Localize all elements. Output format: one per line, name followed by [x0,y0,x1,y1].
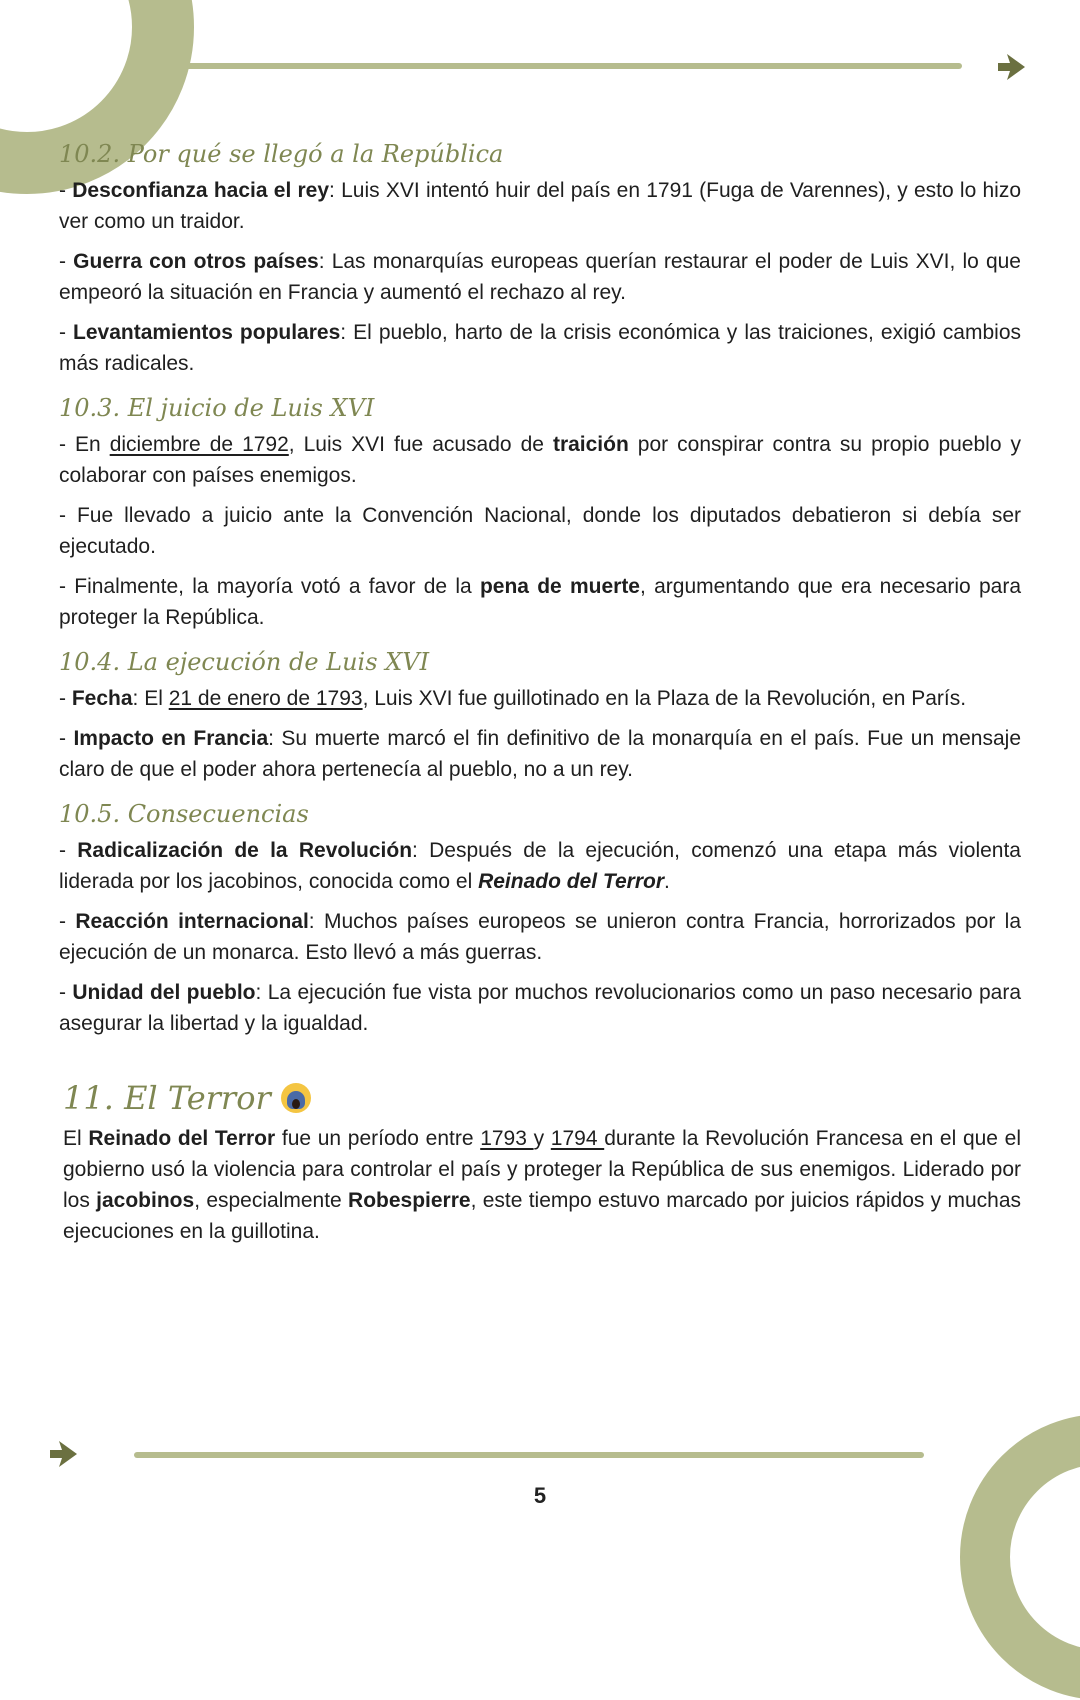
paragraph: - Fecha: El 21 de enero de 1793, Luis XVI fue guillotinado en la Plaza de la Revolución, en París. [59,687,967,710]
page-number: 5 [533,1483,547,1508]
paragraph: El Reinado del Terror fue un período entre 1793 y 1794 durante la Revolución Francesa en el que el gobierno usó la violencia para controlar el país y proteger la República de sus enemigos. Liderado por los jacobinos, especialmente Robespierre, este tiempo estuvo marcado por juicios rápidos y muchas ejecuciones en la guillotina. [63,1127,1022,1243]
paragraph: - Unidad del pueblo: La ejecución fue vista por muchos revolucionarios como un paso necesario para asegurar la libertad y la igualdad. [59,981,1021,1035]
paragraph: - En diciembre de 1792, Luis XVI fue acusado de traición por conspirar contra su propio pueblo y colaborar con países enemigos. [59,433,1022,487]
screaming-face-emoji-icon [281,1083,311,1113]
paragraph: - Radicalización de la Revolución: Después de la ejecución, comenzó una etapa más violenta liderada por los jacobinos, conocida como el Reinado del Terror. [59,839,1021,893]
paragraph: - Desconfianza hacia el rey: Luis XVI intentó huir del país en 1791 (Fuga de Varennes), y esto lo hizo ver como un traidor. [59,179,1022,233]
content [59,134,1021,1256]
paragraph: - Levantamientos populares: El pueblo, harto de la crisis económica y las traiciones, exigió cambios más radicales. [59,321,1022,375]
header-rule [134,63,962,69]
chapter-heading-11: 11. El Terror [63,1073,1021,1123]
section-heading-10-3: 10.3. El juicio de Luis XVI [59,394,375,422]
arrow-right-icon [46,1437,80,1471]
paragraph: - Fue llevado a juicio ante la Convención Nacional, donde los diputados debatieron si debía ser ejecutado. [59,504,1021,558]
decorative-ring-bottom-right [960,1414,1080,1700]
paragraph: - Reacción internacional: Muchos países europeos se unieron contra Francia, horrorizados por la ejecución de un monarca. Esto llevó a más guerras. [59,910,1022,964]
paragraph: - Impacto en Francia: Su muerte marcó el fin definitivo de la monarquía en el país. Fue un mensaje claro de que el poder ahora pertenecía al pueblo, no a un rey. [59,727,1022,781]
paragraph: - Guerra con otros países: Las monarquías europeas querían restaurar el poder de Luis XVI, lo que empeoró la situación en Francia y aumentó el rechazo al rey. [59,250,1021,304]
section-heading-10-5: 10.5. Consecuencias [59,800,309,828]
section-heading-10-2: 10.2. Por qué se llegó a la República [59,140,504,168]
section-heading-10-4: 10.4. La ejecución de Luis XVI [59,648,430,676]
paragraph: - Finalmente, la mayoría votó a favor de la pena de muerte, argumentando que era necesario para proteger la República. [59,575,1021,629]
footer-rule [134,1452,924,1458]
arrow-right-icon [994,50,1028,84]
